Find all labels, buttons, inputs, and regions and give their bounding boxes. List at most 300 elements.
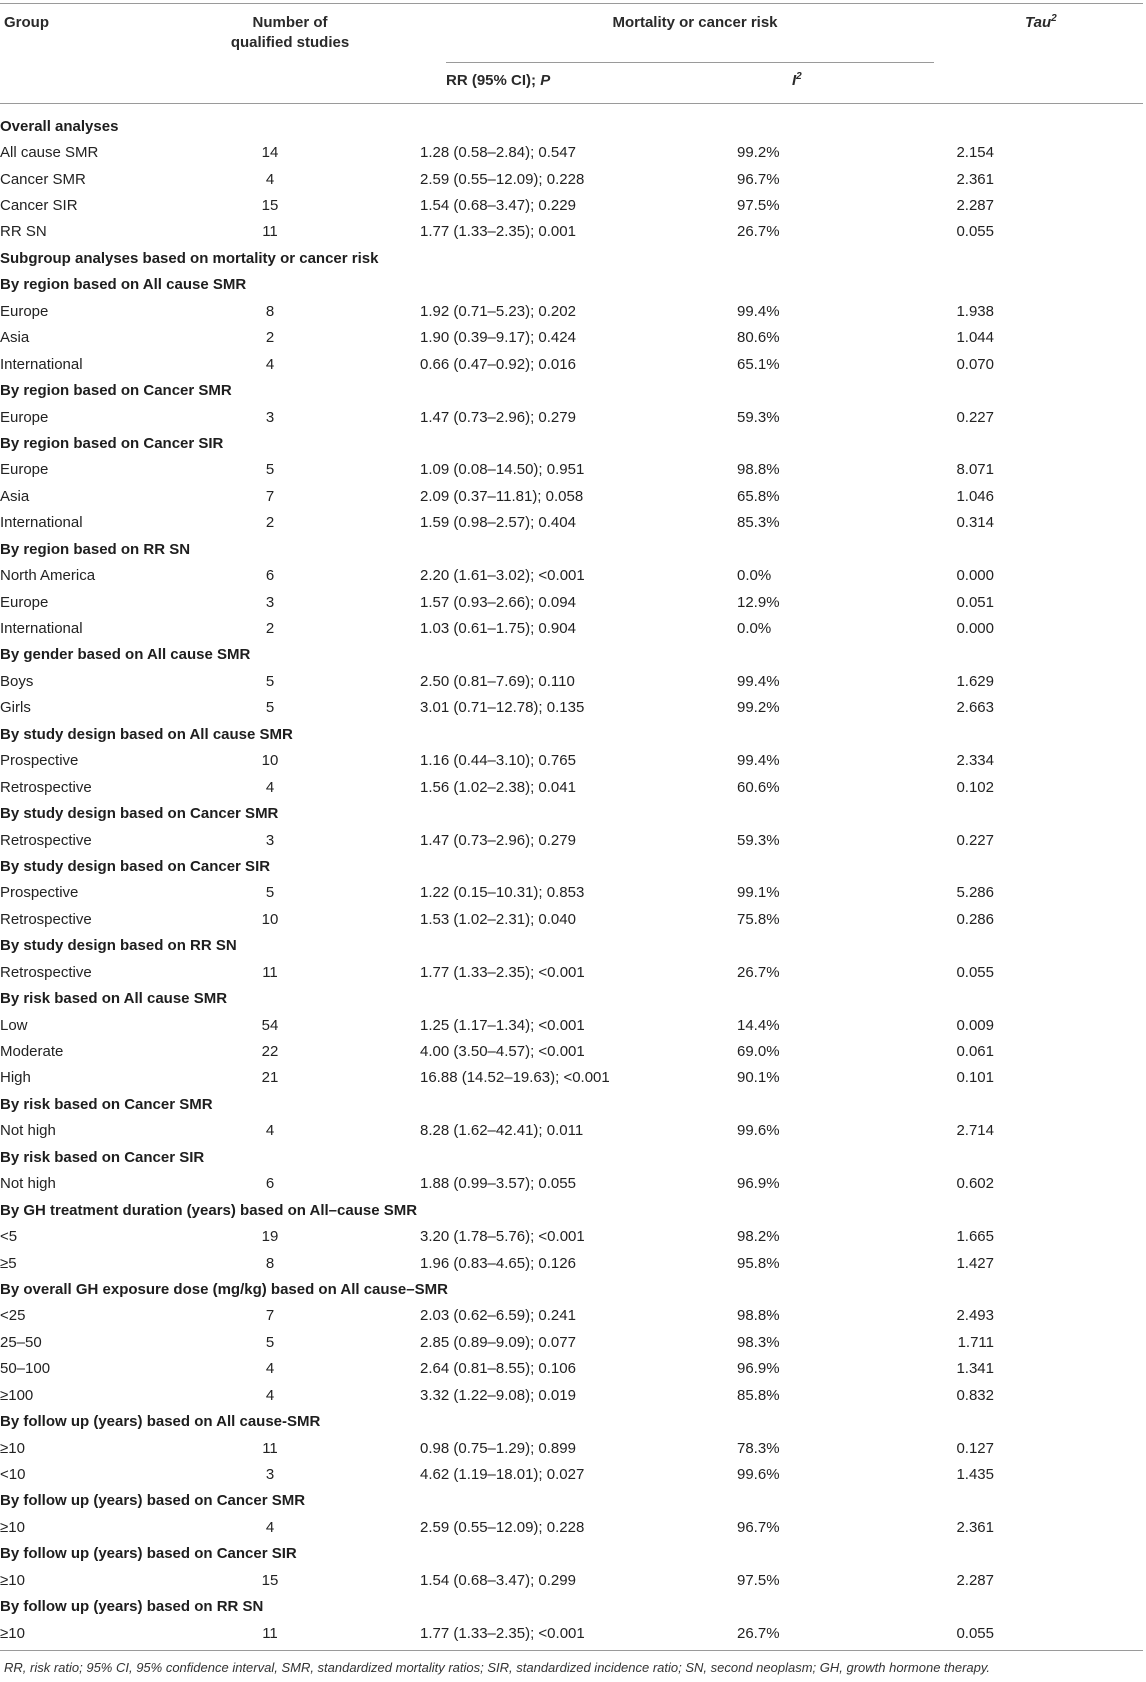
section-heading-row [0, 933, 1143, 959]
cell-number-of-studies: 4 [265, 170, 275, 188]
table-row [0, 589, 1143, 615]
cell-rr-ci-p: 1.47 (0.73–2.96); 0.279 [420, 408, 576, 426]
cell-group: Prospective [0, 884, 79, 902]
cell-number-of-studies: 5 [265, 672, 275, 690]
section-heading: By study design based on All cause SMR [0, 725, 293, 743]
cell-i-squared: 98.8% [737, 1307, 780, 1325]
cell-tau-squared: 1.435 [956, 1466, 994, 1484]
cell-number-of-studies: 15 [261, 1571, 279, 1589]
header-tau-base: Tau [1025, 14, 1052, 31]
section-heading-row [0, 536, 1143, 562]
row-cells [0, 959, 1143, 985]
cell-i-squared: 14.4% [737, 1016, 780, 1034]
cell-i-squared: 99.1% [737, 884, 780, 902]
cell-i-squared: 59.3% [737, 408, 780, 426]
cell-tau-squared: 0.101 [956, 1069, 994, 1087]
cell-rr-ci-p: 4.62 (1.19–18.01); 0.027 [420, 1466, 585, 1484]
header-group: Group [4, 14, 49, 31]
cell-number-of-studies: 3 [265, 1466, 275, 1484]
cell-rr-ci-p: 1.09 (0.08–14.50); 0.951 [420, 461, 585, 479]
row-cells [0, 589, 1143, 615]
header-tau-squared [1025, 13, 1057, 33]
row-cells [0, 166, 1143, 192]
cell-i-squared: 26.7% [737, 963, 780, 981]
section-heading-row [0, 800, 1143, 826]
table-row [0, 1171, 1143, 1197]
cell-number-of-studies: 4 [265, 1518, 275, 1536]
cell-number-of-studies: 4 [265, 1386, 275, 1404]
row-cells [0, 827, 1143, 853]
table-row [0, 827, 1143, 853]
cell-tau-squared: 1.046 [956, 487, 994, 505]
cell-rr-ci-p: 1.03 (0.61–1.75); 0.904 [420, 620, 576, 638]
table-row [0, 1329, 1143, 1355]
cell-group: Europe [0, 408, 49, 426]
cell-tau-squared: 1.427 [956, 1254, 994, 1272]
table-row [0, 1567, 1143, 1593]
cell-i-squared: 0.0% [737, 567, 772, 585]
cell-number-of-studies: 11 [262, 1439, 278, 1457]
cell-number-of-studies: 15 [261, 197, 279, 215]
cell-number-of-studies: 3 [265, 593, 275, 611]
header-bottom-rule [0, 103, 1143, 104]
table-row [0, 219, 1143, 245]
cell-i-squared: 0.0% [737, 620, 772, 638]
cell-tau-squared: 2.493 [956, 1307, 994, 1325]
section-heading-row [0, 985, 1143, 1011]
cell-group: Cancer SIR [0, 197, 78, 215]
header-i2-base: I [792, 72, 797, 89]
cell-tau-squared: 2.361 [956, 170, 994, 188]
row-cells [0, 1382, 1143, 1408]
section-heading-row [0, 1541, 1143, 1567]
cell-i-squared: 96.9% [737, 1360, 780, 1378]
cell-i-squared: 60.6% [737, 778, 780, 796]
cell-number-of-studies: 2 [265, 329, 275, 347]
cell-number-of-studies: 4 [265, 1360, 275, 1378]
cell-rr-ci-p: 1.56 (1.02–2.38); 0.041 [420, 778, 576, 796]
header-i2-sup: 2 [796, 71, 802, 82]
section-heading: By region based on All cause SMR [0, 276, 247, 294]
cell-tau-squared: 0.127 [956, 1439, 994, 1457]
section-heading-row [0, 1594, 1143, 1620]
section-heading-row [0, 1408, 1143, 1434]
cell-rr-ci-p: 1.59 (0.98–2.57); 0.404 [420, 514, 576, 532]
row-cells [0, 906, 1143, 932]
section-heading-row [0, 1276, 1143, 1302]
cell-number-of-studies: 5 [265, 461, 275, 479]
cell-rr-ci-p: 1.28 (0.58–2.84); 0.547 [420, 144, 576, 162]
cell-number-of-studies: 11 [262, 1624, 278, 1642]
row-cells [0, 457, 1143, 483]
cell-number-of-studies: 6 [265, 567, 275, 585]
cell-tau-squared: 0.000 [956, 620, 994, 638]
table-row [0, 1435, 1143, 1461]
header-number-line1: Number of [252, 14, 328, 31]
cell-i-squared: 96.7% [737, 170, 780, 188]
cell-number-of-studies: 2 [265, 620, 275, 638]
cell-group: Retrospective [0, 831, 92, 849]
cell-rr-ci-p: 2.64 (0.81–8.55); 0.106 [420, 1360, 576, 1378]
cell-group: High [0, 1069, 31, 1087]
cell-number-of-studies: 7 [265, 1307, 275, 1325]
cell-tau-squared: 0.055 [956, 963, 994, 981]
row-cells [0, 695, 1143, 721]
cell-group: ≥5 [0, 1254, 17, 1272]
section-heading: By study design based on Cancer SIR [0, 857, 271, 875]
cell-group: Moderate [0, 1043, 64, 1061]
row-cells [0, 139, 1143, 165]
cell-rr-ci-p: 2.59 (0.55–12.09); 0.228 [420, 1518, 585, 1536]
cell-group: Cancer SMR [0, 170, 86, 188]
table-bottom-rule [0, 1650, 1143, 1651]
table-row [0, 1118, 1143, 1144]
cell-number-of-studies: 54 [261, 1016, 279, 1034]
cell-rr-ci-p: 4.00 (3.50–4.57); <0.001 [420, 1043, 585, 1061]
cell-group: Not high [0, 1175, 56, 1193]
section-heading-row [0, 272, 1143, 298]
table-row [0, 959, 1143, 985]
cell-tau-squared: 2.334 [956, 752, 994, 770]
cell-rr-ci-p: 1.92 (0.71–5.23); 0.202 [420, 302, 576, 320]
row-cells [0, 219, 1143, 245]
cell-number-of-studies: 5 [265, 1333, 275, 1351]
section-heading: By region based on Cancer SMR [0, 382, 232, 400]
header-tau-sup: 2 [1051, 13, 1057, 24]
cell-i-squared: 99.2% [737, 144, 780, 162]
table-row [0, 1382, 1143, 1408]
cell-i-squared: 99.2% [737, 699, 780, 717]
cell-i-squared: 97.5% [737, 1571, 780, 1589]
cell-tau-squared: 0.102 [956, 778, 994, 796]
cell-number-of-studies: 7 [265, 487, 275, 505]
table-row [0, 906, 1143, 932]
section-heading: By gender based on All cause SMR [0, 646, 251, 664]
cell-group: ≥10 [0, 1571, 25, 1589]
section-heading: By risk based on All cause SMR [0, 990, 228, 1008]
cell-tau-squared: 1.711 [957, 1333, 994, 1351]
cell-rr-ci-p: 2.03 (0.62–6.59); 0.241 [420, 1307, 576, 1325]
section-heading-row [0, 245, 1143, 271]
cell-tau-squared: 0.314 [956, 514, 994, 532]
cell-tau-squared: 0.061 [956, 1043, 994, 1061]
row-cells [0, 510, 1143, 536]
section-heading: Subgroup analyses based on mortality or cancer risk [0, 249, 379, 267]
cell-rr-ci-p: 1.96 (0.83–4.65); 0.126 [420, 1254, 576, 1272]
section-heading: By GH treatment duration (years) based on All–cause SMR [0, 1201, 418, 1219]
row-cells [0, 351, 1143, 377]
table-row [0, 1620, 1143, 1646]
cell-group: Boys [0, 672, 34, 690]
section-heading-row [0, 1144, 1143, 1170]
cell-group: 50–100 [0, 1360, 51, 1378]
row-cells [0, 748, 1143, 774]
cell-number-of-studies: 22 [261, 1043, 279, 1061]
cell-rr-ci-p: 1.77 (1.33–2.35); 0.001 [420, 223, 576, 241]
row-cells [0, 1620, 1143, 1646]
cell-tau-squared: 2.714 [956, 1122, 994, 1140]
cell-tau-squared: 0.286 [956, 910, 994, 928]
table-top-rule [0, 3, 1143, 4]
cell-number-of-studies: 5 [265, 699, 275, 717]
cell-rr-ci-p: 0.98 (0.75–1.29); 0.899 [420, 1439, 576, 1457]
section-heading-row [0, 853, 1143, 879]
cell-i-squared: 97.5% [737, 197, 780, 215]
header-rr-text: RR (95% CI); [446, 72, 541, 89]
cell-number-of-studies: 8 [265, 1254, 275, 1272]
section-heading: By overall GH exposure dose (mg/kg) based on All cause–SMR [0, 1280, 448, 1298]
cell-number-of-studies: 2 [265, 514, 275, 532]
table-row [0, 615, 1143, 641]
section-heading: By follow up (years) based on Cancer SMR [0, 1492, 306, 1510]
cell-rr-ci-p: 2.50 (0.81–7.69); 0.110 [420, 672, 575, 690]
cell-i-squared: 59.3% [737, 831, 780, 849]
cell-group: Europe [0, 593, 49, 611]
row-cells [0, 880, 1143, 906]
table-row [0, 1514, 1143, 1540]
table-row [0, 483, 1143, 509]
cell-tau-squared: 0.000 [956, 567, 994, 585]
cell-number-of-studies: 3 [265, 831, 275, 849]
cell-group: North America [0, 567, 96, 585]
header-i-squared [792, 71, 802, 91]
cell-group: Girls [0, 699, 31, 717]
cell-rr-ci-p: 3.32 (1.22–9.08); 0.019 [420, 1386, 576, 1404]
row-cells [0, 774, 1143, 800]
cell-rr-ci-p: 2.85 (0.89–9.09); 0.077 [420, 1333, 576, 1351]
table-footnote: RR, risk ratio; 95% CI, 95% confidence interval, SMR, standardized mortality ratios; SIR, standardized incidence ratio; SN, second neoplasm; GH, growth hormone therapy. [4, 1660, 991, 1675]
cell-tau-squared: 2.287 [956, 1571, 994, 1589]
row-cells [0, 192, 1143, 218]
cell-rr-ci-p: 8.28 (1.62–42.41); 0.011 [420, 1122, 584, 1140]
cell-tau-squared: 0.055 [956, 223, 994, 241]
cell-i-squared: 98.8% [737, 461, 780, 479]
cell-number-of-studies: 4 [265, 1122, 275, 1140]
section-heading-row [0, 113, 1143, 139]
section-heading: By region based on RR SN [0, 540, 191, 558]
cell-i-squared: 69.0% [737, 1043, 780, 1061]
cell-rr-ci-p: 1.77 (1.33–2.35); <0.001 [420, 1624, 585, 1642]
cell-i-squared: 80.6% [737, 329, 780, 347]
cell-tau-squared: 5.286 [956, 884, 994, 902]
cell-group: Retrospective [0, 910, 92, 928]
table-row [0, 695, 1143, 721]
header-number-line2: qualified studies [230, 34, 350, 51]
section-heading-row [0, 1488, 1143, 1514]
cell-group: <5 [0, 1228, 18, 1246]
section-heading-row [0, 642, 1143, 668]
table-row [0, 668, 1143, 694]
row-cells [0, 562, 1143, 588]
table-row [0, 562, 1143, 588]
cell-rr-ci-p: 2.20 (1.61–3.02); <0.001 [420, 567, 585, 585]
cell-rr-ci-p: 1.47 (0.73–2.96); 0.279 [420, 831, 576, 849]
table-row [0, 1223, 1143, 1249]
cell-tau-squared: 1.938 [956, 302, 994, 320]
section-heading: By study design based on RR SN [0, 937, 237, 955]
cell-tau-squared: 0.009 [956, 1016, 994, 1034]
cell-i-squared: 96.7% [737, 1518, 780, 1536]
cell-number-of-studies: 11 [262, 963, 278, 981]
cell-i-squared: 26.7% [737, 1624, 780, 1642]
row-cells [0, 1223, 1143, 1249]
table-row [0, 351, 1143, 377]
cell-group: ≥10 [0, 1624, 25, 1642]
cell-group: Europe [0, 461, 49, 479]
table-row [0, 1012, 1143, 1038]
header-number-of-studies [200, 13, 380, 53]
header-rr-p: P [540, 72, 551, 89]
table-row [0, 457, 1143, 483]
row-cells [0, 1303, 1143, 1329]
cell-tau-squared: 0.602 [956, 1175, 994, 1193]
cell-rr-ci-p: 3.20 (1.78–5.76); <0.001 [420, 1228, 585, 1246]
row-cells [0, 1012, 1143, 1038]
cell-rr-ci-p: 1.77 (1.33–2.35); <0.001 [420, 963, 585, 981]
section-heading: By follow up (years) based on RR SN [0, 1598, 264, 1616]
header-mortality-or-cancer-risk: Mortality or cancer risk [612, 14, 778, 31]
cell-i-squared: 99.6% [737, 1466, 780, 1484]
cell-group: Retrospective [0, 778, 92, 796]
table-row [0, 298, 1143, 324]
row-cells [0, 483, 1143, 509]
cell-number-of-studies: 21 [261, 1069, 279, 1087]
section-heading: By follow up (years) based on All cause-SMR [0, 1413, 321, 1431]
cell-i-squared: 99.4% [737, 672, 780, 690]
row-cells [0, 1567, 1143, 1593]
table-row [0, 748, 1143, 774]
cell-tau-squared: 0.051 [956, 593, 994, 611]
cell-i-squared: 85.3% [737, 514, 780, 532]
cell-i-squared: 75.8% [737, 910, 780, 928]
cell-group: Asia [0, 487, 30, 505]
cell-i-squared: 98.2% [737, 1228, 780, 1246]
cell-rr-ci-p: 2.09 (0.37–11.81); 0.058 [420, 487, 584, 505]
cell-group: Prospective [0, 752, 79, 770]
cell-rr-ci-p: 1.54 (0.68–3.47); 0.229 [420, 197, 576, 215]
table-row [0, 510, 1143, 536]
section-heading-row [0, 1197, 1143, 1223]
row-cells [0, 1514, 1143, 1540]
cell-i-squared: 12.9% [737, 593, 780, 611]
cell-group: Europe [0, 302, 49, 320]
section-heading: Overall analyses [0, 117, 119, 135]
row-cells [0, 1118, 1143, 1144]
cell-tau-squared: 0.070 [956, 355, 994, 373]
header-rr-ci-p [446, 71, 550, 91]
cell-number-of-studies: 4 [265, 355, 275, 373]
row-cells [0, 1250, 1143, 1276]
table-row [0, 774, 1143, 800]
table-row [0, 325, 1143, 351]
row-cells [0, 325, 1143, 351]
table-row [0, 880, 1143, 906]
cell-number-of-studies: 14 [261, 144, 279, 162]
cell-i-squared: 78.3% [737, 1439, 780, 1457]
table-row [0, 166, 1143, 192]
cell-i-squared: 65.1% [737, 355, 780, 373]
cell-group: All cause SMR [0, 144, 99, 162]
cell-group: Asia [0, 329, 30, 347]
cell-group: <25 [0, 1307, 26, 1325]
row-cells [0, 1435, 1143, 1461]
cell-i-squared: 99.4% [737, 752, 780, 770]
cell-i-squared: 96.9% [737, 1175, 780, 1193]
cell-number-of-studies: 3 [265, 408, 275, 426]
cell-rr-ci-p: 1.54 (0.68–3.47); 0.299 [420, 1571, 576, 1589]
cell-tau-squared: 1.341 [956, 1360, 994, 1378]
cell-rr-ci-p: 1.57 (0.93–2.66); 0.094 [420, 593, 576, 611]
cell-tau-squared: 0.055 [956, 1624, 994, 1642]
cell-group: RR SN [0, 223, 47, 241]
table-row [0, 1038, 1143, 1064]
section-heading-row [0, 430, 1143, 456]
results-table-body [0, 113, 1143, 1646]
table-row [0, 404, 1143, 430]
cell-number-of-studies: 5 [265, 884, 275, 902]
cell-tau-squared: 1.044 [956, 329, 994, 347]
cell-number-of-studies: 19 [261, 1228, 279, 1246]
row-cells [0, 1065, 1143, 1091]
section-heading: By follow up (years) based on Cancer SIR [0, 1545, 297, 1563]
cell-i-squared: 98.3% [737, 1333, 780, 1351]
section-heading: By study design based on Cancer SMR [0, 805, 279, 823]
cell-i-squared: 99.4% [737, 302, 780, 320]
cell-i-squared: 85.8% [737, 1386, 780, 1404]
cell-rr-ci-p: 3.01 (0.71–12.78); 0.135 [420, 699, 585, 717]
results-table-rows [0, 113, 1143, 1646]
table-row [0, 1303, 1143, 1329]
cell-tau-squared: 0.227 [956, 831, 994, 849]
cell-group: Not high [0, 1122, 56, 1140]
cell-number-of-studies: 10 [261, 910, 279, 928]
header-subgroup-rule [446, 62, 934, 63]
cell-tau-squared: 2.361 [956, 1518, 994, 1536]
cell-number-of-studies: 4 [265, 778, 275, 796]
cell-rr-ci-p: 1.25 (1.17–1.34); <0.001 [420, 1016, 585, 1034]
cell-rr-ci-p: 1.16 (0.44–3.10); 0.765 [420, 752, 576, 770]
cell-rr-ci-p: 16.88 (14.52–19.63); <0.001 [420, 1069, 610, 1087]
section-heading: By region based on Cancer SIR [0, 434, 224, 452]
row-cells [0, 1329, 1143, 1355]
table-row [0, 1065, 1143, 1091]
cell-tau-squared: 0.227 [956, 408, 994, 426]
cell-group: 25–50 [0, 1333, 42, 1351]
table-row [0, 1250, 1143, 1276]
cell-group: ≥10 [0, 1439, 25, 1457]
cell-group: ≥10 [0, 1518, 25, 1536]
cell-rr-ci-p: 1.90 (0.39–9.17); 0.424 [420, 329, 576, 347]
section-heading: By risk based on Cancer SMR [0, 1095, 213, 1113]
section-heading-row [0, 1091, 1143, 1117]
cell-tau-squared: 2.154 [956, 144, 994, 162]
cell-tau-squared: 0.832 [956, 1386, 994, 1404]
cell-number-of-studies: 10 [261, 752, 279, 770]
cell-i-squared: 26.7% [737, 223, 780, 241]
cell-tau-squared: 8.071 [956, 461, 994, 479]
cell-number-of-studies: 8 [265, 302, 275, 320]
cell-tau-squared: 2.287 [956, 197, 994, 215]
table-row [0, 139, 1143, 165]
cell-rr-ci-p: 2.59 (0.55–12.09); 0.228 [420, 170, 585, 188]
row-cells [0, 1356, 1143, 1382]
cell-i-squared: 65.8% [737, 487, 780, 505]
row-cells [0, 1038, 1143, 1064]
cell-group: Retrospective [0, 963, 92, 981]
cell-group: International [0, 355, 83, 373]
table-row [0, 1356, 1143, 1382]
cell-group: <10 [0, 1466, 26, 1484]
